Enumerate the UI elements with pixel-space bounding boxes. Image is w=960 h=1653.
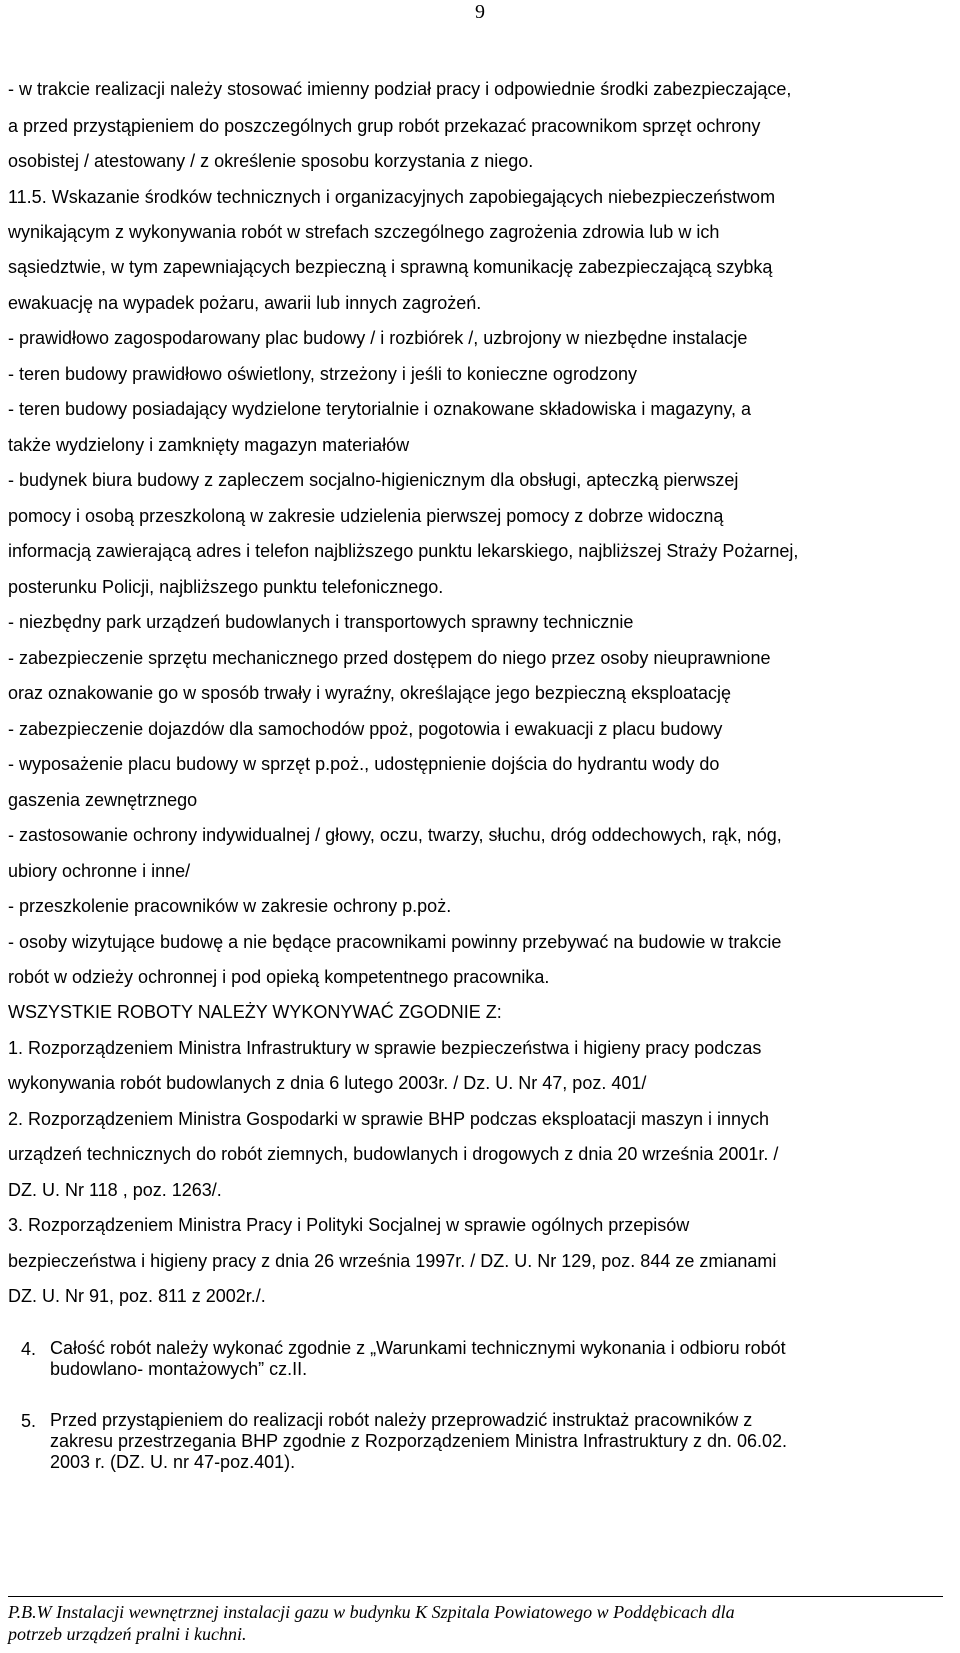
body-line: gaszenia zewnętrznego — [8, 790, 198, 810]
body-line: osobistej / atestowany / z określenie sposobu korzystania z niego. — [8, 151, 534, 171]
section-heading-11-5: 11.5. Wskazanie środków technicznych i organizacyjnych zapobiegających niebezpieczeństwom — [8, 187, 776, 207]
body-line: 3. Rozporządzeniem Ministra Pracy i Polityki Socjalnej w sprawie ogólnych przepisów — [8, 1215, 690, 1235]
body-line: ubiory ochronne i inne/ — [8, 861, 191, 881]
body-line: - wyposażenie placu budowy w sprzęt p.poż., udostępnienie dojścia do hydrantu wody do — [8, 754, 720, 774]
body-line: posterunku Policji, najbliższego punktu telefonicznego. — [8, 577, 444, 597]
list-item-number: 5. — [21, 1411, 37, 1431]
body-line: DZ. U. Nr 118 , poz. 1263/. — [8, 1180, 222, 1200]
body-line: - zastosowanie ochrony indywidualnej / głowy, oczu, twarzy, słuchu, dróg oddechowych, rąk, nóg, — [8, 825, 782, 845]
body-line: - prawidłowo zagospodarowany plac budowy / i rozbiórek /, uzbrojony w niezbędne instalacje — [8, 328, 748, 348]
body-line: informacją zawierającą adres i telefon najbliższego punktu lekarskiego, najbliższej Straży Pożarnej, — [8, 541, 799, 561]
footer-line: potrzeb urządzeń pralni i kuchni. — [8, 1624, 247, 1644]
body-line: - w trakcie realizacji należy stosować imienny podział pracy i odpowiednie środki zabezpieczające, — [8, 79, 792, 99]
body-line: - zabezpieczenie dojazdów dla samochodów ppoż, pogotowia i ewakuacji z placu budowy — [8, 719, 723, 739]
body-line: 2. Rozporządzeniem Ministra Gospodarki w sprawie BHP podczas eksploatacji maszyn i innych — [8, 1109, 770, 1129]
body-line: pomocy i osobą przeszkoloną w zakresie udzielenia pierwszej pomocy z dobrze widoczną — [8, 506, 724, 526]
regulations-heading: WSZYSTKIE ROBOTY NALEŻY WYKONYWAĆ ZGODNIE Z: — [8, 1002, 502, 1022]
page-footer — [8, 1601, 953, 1645]
body-line: robót w odzieży ochronnej i pod opieką kompetentnego pracownika. — [8, 967, 550, 987]
list-item-number: 4. — [21, 1339, 37, 1359]
body-line: także wydzielony i zamknięty magazyn materiałów — [8, 435, 410, 455]
body-line: - osoby wizytujące budowę a nie będące pracownikami powinny przebywać na budowie w trakcie — [8, 932, 782, 952]
list-item-line: Przed przystąpieniem do realizacji robót należy przeprowadzić instruktaż pracowników z — [50, 1410, 753, 1430]
body-line: - teren budowy posiadający wydzielone terytorialnie i oznakowane składowiska i magazyny, a — [8, 399, 752, 419]
body-line: a przed przystąpieniem do poszczególnych grup robót przekazać pracownikom sprzęt ochrony — [8, 116, 761, 136]
body-line: - teren budowy prawidłowo oświetlony, strzeżony i jeśli to konieczne ogrodzony — [8, 364, 637, 384]
footer-divider — [8, 1596, 943, 1597]
body-line: wykonywania robót budowlanych z dnia 6 lutego 2003r. / Dz. U. Nr 47, poz. 401/ — [8, 1073, 647, 1093]
body-line: urządzeń technicznych do robót ziemnych, budowlanych i drogowych z dnia 20 września 2001r. / — [8, 1144, 779, 1164]
body-line: - przeszkolenie pracowników w zakresie ochrony p.poż. — [8, 896, 452, 916]
list-item-line: 2003 r. (DZ. U. nr 47-poz.401). — [50, 1452, 296, 1472]
list-item-line: budowlano- montażowych” cz.II. — [50, 1359, 308, 1379]
list-item-line: zakresu przestrzegania BHP zgodnie z Rozporządzeniem Ministra Infrastruktury z dn. 06.02. — [50, 1431, 788, 1451]
body-line: - budynek biura budowy z zapleczem socjalno-higienicznym dla obsługi, apteczką pierwszej — [8, 470, 739, 490]
body-line: DZ. U. Nr 91, poz. 811 z 2002r./. — [8, 1286, 266, 1306]
footer-line: P.B.W Instalacji wewnętrznej instalacji gazu w budynku K Szpitala Powiatowego w Poddębicach dla — [8, 1602, 735, 1622]
body-line: ewakuację na wypadek pożaru, awarii lub innych zagrożeń. — [8, 293, 482, 313]
list-item — [50, 1410, 950, 1473]
page-number: 9 — [475, 1, 485, 23]
body-line: wynikającym z wykonywania robót w strefach szczególnego zagrożenia zdrowia lub w ich — [8, 222, 720, 242]
body-line: - zabezpieczenie sprzętu mechanicznego przed dostępem do niego przez osoby nieuprawnione — [8, 648, 771, 668]
body-line: sąsiedztwie, w tym zapewniających bezpieczną i sprawną komunikację zabezpieczającą szybką — [8, 257, 773, 277]
body-line: 1. Rozporządzeniem Ministra Infrastruktury w sprawie bezpieczeństwa i higieny pracy podczas — [8, 1038, 762, 1058]
body-line: bezpieczeństwa i higieny pracy z dnia 26 września 1997r. / DZ. U. Nr 129, poz. 844 ze zmianami — [8, 1251, 777, 1271]
list-item — [50, 1338, 950, 1380]
list-item-line: Całość robót należy wykonać zgodnie z „Warunkami technicznymi wykonania i odbioru robót — [50, 1338, 786, 1358]
body-line: - niezbędny park urządzeń budowlanych i transportowych sprawny technicznie — [8, 612, 634, 632]
body-line: oraz oznakowanie go w sposób trwały i wyraźny, określające jego bezpieczną eksploatację — [8, 683, 732, 703]
